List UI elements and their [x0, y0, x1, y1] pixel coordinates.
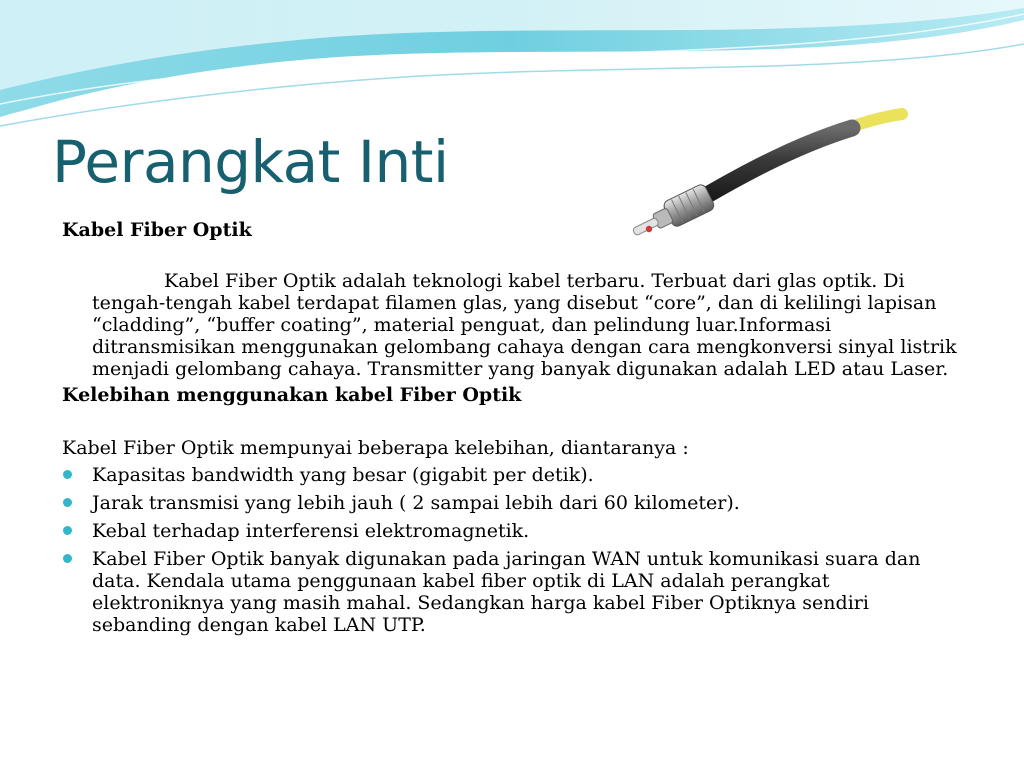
heading-kabel-fiber-optik: Kabel Fiber Optik: [62, 219, 252, 241]
list-item-text: Kebal terhadap interferensi elektromagnetik.: [92, 520, 530, 542]
paragraph-fiber-definition: [92, 270, 972, 380]
heading-kelebihan: Kelebihan menggunakan kabel Fiber Optik: [62, 384, 522, 406]
intro-text: Kabel Fiber Optik mempunyai beberapa kelebihan, diantaranya :: [62, 437, 689, 459]
bullet-dot-icon: [63, 526, 72, 535]
fiber-optic-cable-image: [610, 98, 930, 258]
list-item: [62, 520, 962, 542]
bullet-dot-icon: [63, 470, 72, 479]
list-item-text: Jarak transmisi yang lebih jauh ( 2 sampai lebih dari 60 kilometer).: [92, 492, 740, 514]
list-item: [62, 464, 962, 486]
paragraph-text: Kabel Fiber Optik adalah teknologi kabel terbaru. Terbuat dari glas optik. Di tengah-tengah kabel terdapat filamen glas, yang disebut “core”, dan di kelilingi lapisan “cladding”, “buffer coating”, material penguat, dan pelindung luar.Informasi ditransmisikan menggunakan gelombang cahaya dengan cara mengkonversi sinyal listrik menjadi gelombang cahaya. Transmitter yang banyak digunakan adalah LED atau Laser.: [92, 270, 957, 380]
list-item: [62, 492, 962, 514]
bullet-dot-icon: [63, 554, 72, 563]
list-item-text: Kapasitas bandwidth yang besar (gigabit per detik).: [92, 464, 594, 486]
slide-title: Perangkat Inti: [52, 128, 449, 196]
list-item: [62, 548, 962, 636]
list-item-text: Kabel Fiber Optik banyak digunakan pada jaringan WAN untuk komunikasi suara dan data. Kendala utama penggunaan kabel fiber optik di LAN adalah perangkat elektroniknya yang masih mahal. Sedangkan harga kabel Fiber Optiknya sendiri sebanding dengan kabel LAN UTP.: [92, 548, 921, 636]
bullet-dot-icon: [63, 498, 72, 507]
advantages-list: [62, 464, 962, 642]
